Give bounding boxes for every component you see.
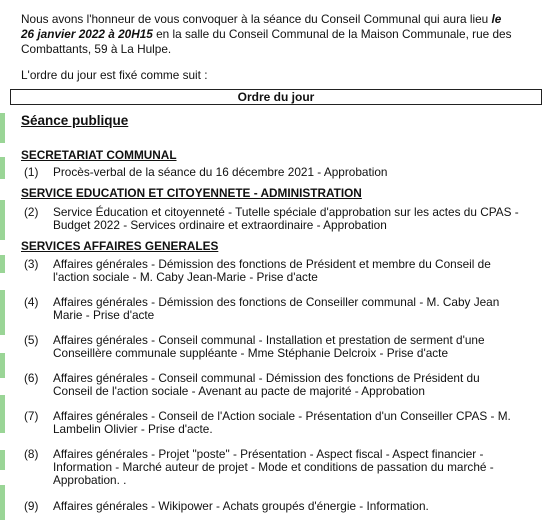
agenda-item [21,206,521,232]
item-number: (5) [24,333,39,347]
item-text: Service Éducation et citoyenneté - Tutelle spéciale d'approbation sur les actes du CPAS - Budget 2022 - Services ordinaire et extraordinaire - Approbation [53,205,519,232]
intro-paragraph [21,12,516,57]
agenda-title-box [10,89,542,105]
item-number: (2) [24,205,39,219]
item-number: (4) [24,295,39,309]
edge-mark [0,200,5,240]
agenda-item [21,334,521,360]
public-session-title: Séance publique [21,113,129,128]
edge-mark [0,255,5,273]
agenda-item [21,500,521,513]
item-text: Affaires générales - Conseil de l'Action sociale - Présentation d'un Conseiller CPAS - M. Lambelin Olivier - Prise d'acte. [53,409,511,436]
item-text: Affaires générales - Wikipower - Achats groupés d'énergie - Information. [53,499,429,513]
item-text: Affaires générales - Projet "poste" - Présentation - Aspect fiscal - Aspect financier - Information - Marché auteur de projet - Mode et conditions de passation du marché - Approbation. . [53,447,494,487]
item-number: (3) [24,257,39,271]
intro-text-part2: en la salle du Conseil Communal de la Maison Communale, rue des Combattants, 59 à La Hulpe. [21,27,512,56]
item-number: (9) [24,499,39,513]
intro-text-part1: Nous avons l'honneur de vous convoquer à la séance du Conseil Communal qui aura lieu [21,12,492,26]
edge-mark [0,290,5,335]
edge-mark [0,157,5,179]
item-text: Procès-verbal de la séance du 16 décembre 2021 - Approbation [53,165,388,179]
order-intro: L'ordre du jour est fixé comme suit : [21,68,208,82]
edge-mark [0,395,5,433]
agenda-item [21,372,521,398]
item-number: (1) [24,165,39,179]
item-text: Affaires générales - Démission des fonctions de Conseiller communal - M. Caby Jean Marie - Prise d'acte [53,295,500,322]
edge-mark [0,353,5,378]
item-text: Affaires générales - Conseil communal - Démission des fonctions de Président du Conseil de l'action sociale - Avenant au pacte de majorité - Approbation [53,371,480,398]
agenda-title: Ordre du jour [237,90,315,104]
edge-mark [0,450,5,470]
section-title: SERVICE EDUCATION ET CITOYENNETE - ADMINISTRATION [21,186,362,200]
page-edge-marks [0,105,6,525]
agenda-item [21,166,521,179]
agenda-item [21,448,521,487]
item-number: (8) [24,447,39,461]
agenda-item [21,258,521,284]
edge-mark [0,485,5,520]
section-title: SECRETARIAT COMMUNAL [21,148,177,162]
item-text: Affaires générales - Démission des fonctions de Président et membre du Conseil de l'action sociale - M. Caby Jean-Marie - Prise d'acte [53,257,491,284]
agenda-item [21,410,521,436]
edge-mark [0,113,5,143]
section-title: SERVICES AFFAIRES GENERALES [21,239,219,253]
meeting-date: le 26 janvier 2022 à 20H15 [21,12,502,41]
item-number: (7) [24,409,39,423]
item-number: (6) [24,371,39,385]
item-text: Affaires générales - Conseil communal - Installation et prestation de serment d'une Conseillère communale suppléante - Mme Stéphanie Delcroix - Prise d'acte [53,333,485,360]
agenda-item [21,296,521,322]
